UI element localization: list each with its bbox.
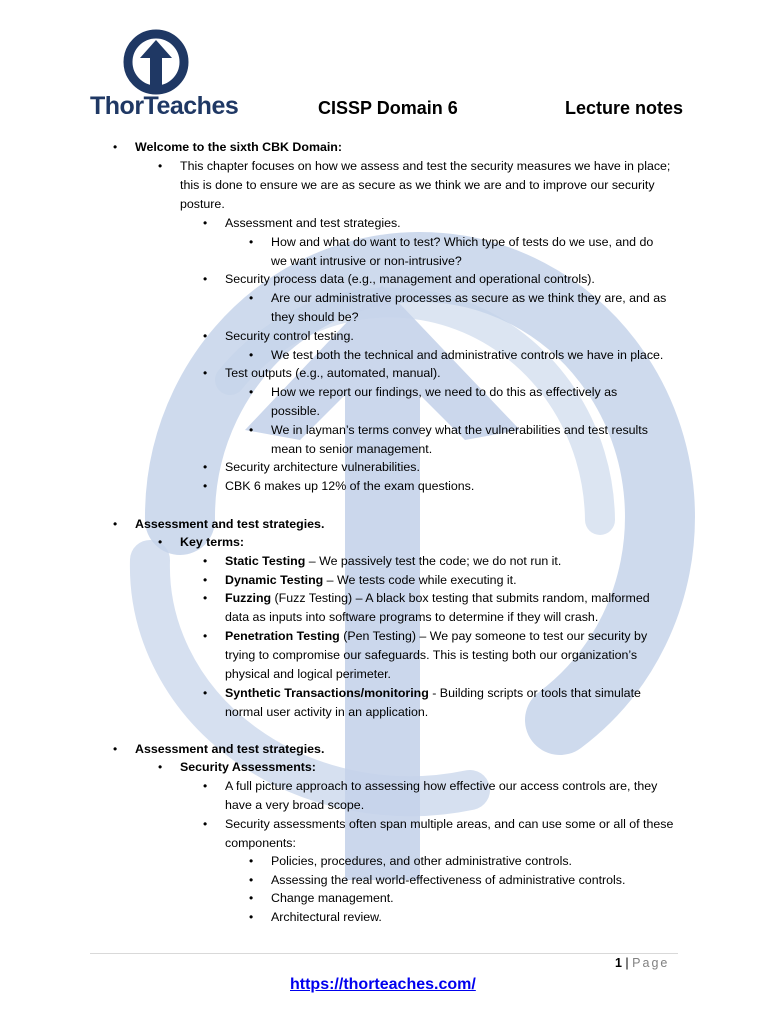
bullet-icon: • — [203, 686, 208, 700]
bullet-icon: • — [249, 423, 254, 437]
bullet-icon: • — [203, 460, 208, 474]
list-item: data as inputs into software programs to determine if they will crash. — [225, 610, 599, 624]
bullet-icon: • — [203, 554, 208, 568]
bullet-icon: • — [113, 742, 118, 756]
list-item: How we report our findings, we need to do this as effectively as — [271, 385, 618, 399]
bullet-icon: • — [203, 366, 208, 380]
definition: (Fuzz Testing) – A black box testing that submits random, malformed — [271, 591, 650, 605]
list-item: we want intrusive or non-intrusive? — [271, 254, 462, 268]
definition: - Building scripts or tools that simulate — [428, 686, 641, 700]
term: Synthetic Transactions/monitoring — [225, 686, 429, 700]
list-item — [225, 589, 650, 608]
term: Dynamic Testing — [225, 573, 324, 587]
list-item — [225, 571, 517, 590]
website-link[interactable]: https://thorteaches.com/ — [290, 976, 476, 993]
bullet-icon: • — [249, 891, 254, 905]
list-item: This chapter focuses on how we assess and test the security measures we have in place; — [180, 159, 671, 173]
bullet-icon: • — [249, 385, 254, 399]
bullet-icon: • — [203, 216, 208, 230]
term: Penetration Testing — [225, 629, 340, 643]
bullet-icon: • — [203, 479, 208, 493]
definition: – We passively test the code; we do not run it. — [305, 554, 562, 568]
term: Fuzzing — [225, 591, 272, 605]
bullet-icon: • — [249, 235, 254, 249]
bullet-icon: • — [113, 140, 118, 154]
list-item: Test outputs (e.g., automated, manual). — [225, 366, 441, 380]
list-item: Architectural review. — [271, 910, 382, 924]
list-item: Change management. — [271, 891, 394, 905]
bullet-icon: • — [203, 779, 208, 793]
bullet-icon: • — [203, 329, 208, 343]
bullet-icon: • — [203, 573, 208, 587]
definition: – We tests code while executing it. — [323, 573, 517, 587]
subsection-heading: Security Assessments: — [180, 760, 316, 774]
list-item: Security assessments often span multiple areas, and can use some or all of these — [225, 817, 674, 831]
brand-name: ThorTeaches — [90, 92, 239, 120]
bullet-icon: • — [113, 517, 118, 531]
bullet-icon: • — [203, 272, 208, 286]
bullet-icon: • — [249, 348, 254, 362]
page-number — [615, 956, 669, 970]
list-item — [225, 627, 647, 646]
bullet-icon: • — [249, 873, 254, 887]
list-item: they should be? — [271, 310, 359, 324]
section-heading: Assessment and test strategies. — [135, 517, 325, 531]
list-item: Are our administrative processes as secure as we think they are, and as — [271, 291, 667, 305]
bullet-icon: • — [203, 817, 208, 831]
list-item — [225, 684, 641, 703]
bullet-icon: • — [203, 591, 208, 605]
section-heading: Assessment and test strategies. — [135, 742, 325, 756]
bullet-icon: • — [249, 854, 254, 868]
list-item: CBK 6 makes up 12% of the exam questions. — [225, 479, 475, 493]
list-item: A full picture approach to assessing how effective our access controls are, they — [225, 779, 658, 793]
term: Static Testing — [225, 554, 306, 568]
list-item: possible. — [271, 404, 320, 418]
list-item: Security architecture vulnerabilities. — [225, 460, 420, 474]
list-item: components: — [225, 836, 296, 850]
bullet-icon: • — [203, 629, 208, 643]
bullet-icon: • — [158, 159, 163, 173]
footer-divider — [90, 953, 678, 954]
list-item: Security control testing. — [225, 329, 354, 343]
list-item: trying to compromise our safeguards. This is testing both our organization’s — [225, 648, 638, 662]
bullet-icon: • — [158, 535, 163, 549]
bullet-icon: • — [249, 291, 254, 305]
subsection-heading: Key terms: — [180, 535, 245, 549]
list-item: We test both the technical and administrative controls we have in place. — [271, 348, 664, 362]
list-item: Security process data (e.g., management and operational controls). — [225, 272, 595, 286]
list-item: normal user activity in an application. — [225, 705, 429, 719]
list-item: Policies, procedures, and other administrative controls. — [271, 854, 572, 868]
list-item — [225, 552, 561, 571]
list-item: Assessment and test strategies. — [225, 216, 401, 230]
list-item: mean to senior management. — [271, 442, 433, 456]
document-subtitle: Lecture notes — [565, 98, 684, 118]
document-title: CISSP Domain 6 — [318, 98, 458, 118]
list-item: How and what do want to test? Which type of tests do we use, and do — [271, 235, 654, 249]
definition: (Pen Testing) – We pay someone to test our security by — [339, 629, 648, 643]
page-number-value: 1 — [615, 956, 622, 970]
bullet-icon: • — [249, 910, 254, 924]
page-separator: | — [621, 956, 633, 970]
list-item: We in layman’s terms convey what the vulnerabilities and test results — [271, 423, 648, 437]
list-item: physical and logical perimeter. — [225, 667, 391, 681]
list-item: have a very broad scope. — [225, 798, 365, 812]
page-label: Page — [632, 956, 670, 970]
list-item: posture. — [180, 197, 225, 211]
list-item: Assessing the real world-effectiveness of administrative controls. — [271, 873, 626, 887]
bullet-icon: • — [158, 760, 163, 774]
section-heading: Welcome to the sixth CBK Domain: — [135, 140, 342, 154]
list-item: this is done to ensure we are as secure as we think we are and to improve our security — [180, 178, 655, 192]
